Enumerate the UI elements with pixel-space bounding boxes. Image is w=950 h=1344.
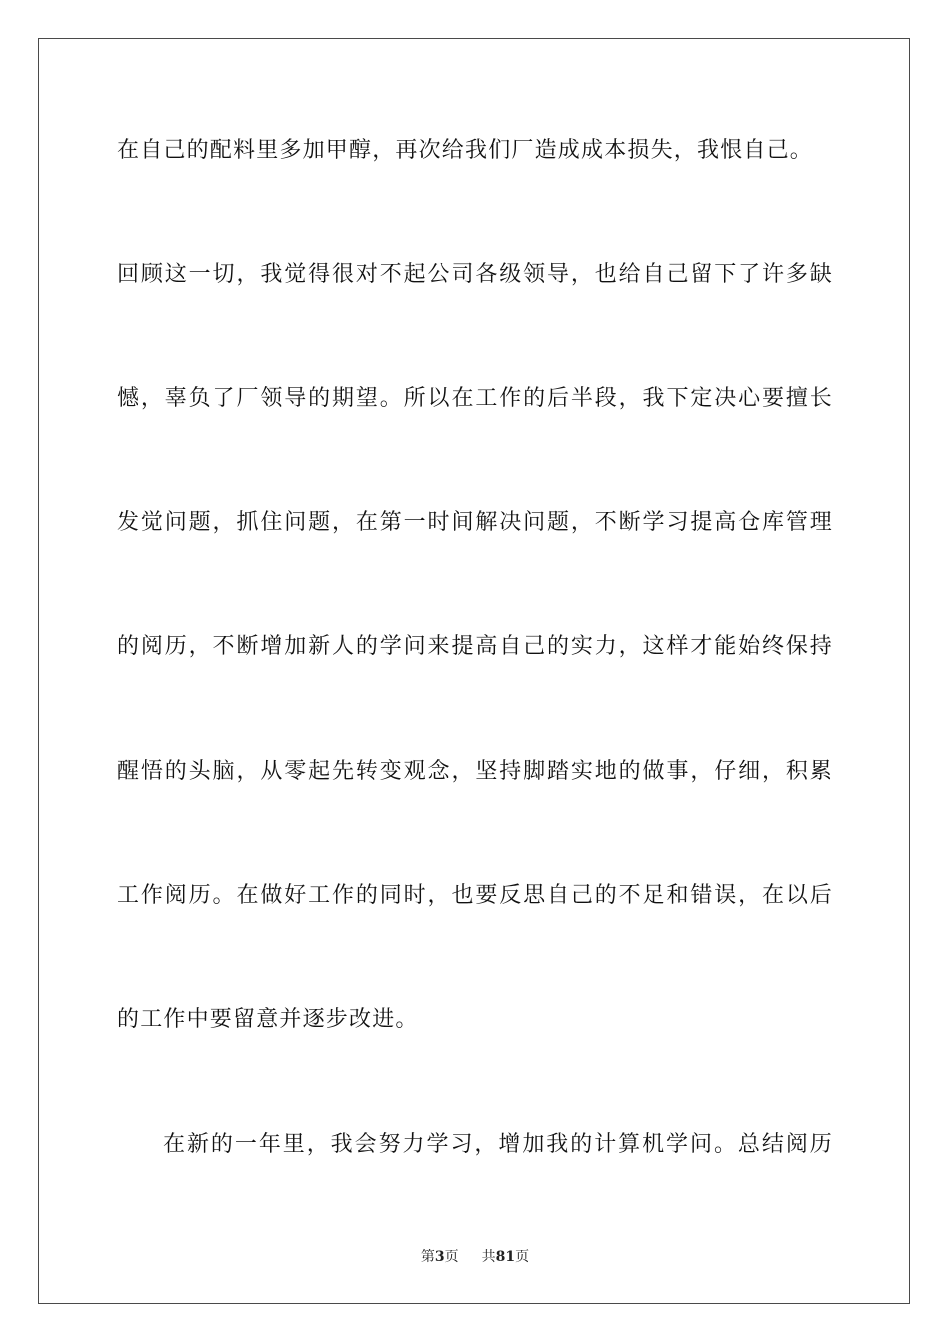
- body-line-4: 发觉问题，抓住问题，在第一时间解决问题，不断学习提高仓库管理: [117, 510, 833, 535]
- footer-page-prefix: 第: [420, 1249, 435, 1265]
- footer-page-suffix: 页: [444, 1249, 459, 1265]
- paragraph-start-line: 在新的一年里，我会努力学习，增加我的计算机学问。总结阅历: [163, 1132, 833, 1157]
- body-line-3: 憾，辜负了厂领导的期望。所以在工作的后半段，我下定决心要擅长: [117, 386, 833, 411]
- footer-total-suffix: 页: [515, 1249, 530, 1265]
- footer-total-prefix: 共: [481, 1249, 496, 1265]
- body-line-5: 的阅历，不断增加新人的学问来提高自己的实力，这样才能始终保持: [117, 634, 833, 659]
- body-line-1: 在自己的配料里多加甲醇，再次给我们厂造成成本损失，我恨自己。: [117, 138, 814, 163]
- body-line-6: 醒悟的头脑，从零起先转变观念，坚持脚踏实地的做事，仔细，积累: [117, 759, 833, 784]
- body-line-7: 工作阅历。在做好工作的同时，也要反思自己的不足和错误，在以后: [117, 883, 833, 908]
- body-line-2: 回顾这一切，我觉得很对不起公司各级领导，也给自己留下了许多缺: [117, 262, 833, 287]
- body-line-8: 的工作中要留意并逐步改进。: [117, 1007, 419, 1032]
- page-border: [38, 38, 910, 1304]
- footer-total-pages: 81: [495, 1249, 516, 1265]
- footer-current-page: 3: [434, 1249, 445, 1265]
- page-footer: [0, 1248, 950, 1266]
